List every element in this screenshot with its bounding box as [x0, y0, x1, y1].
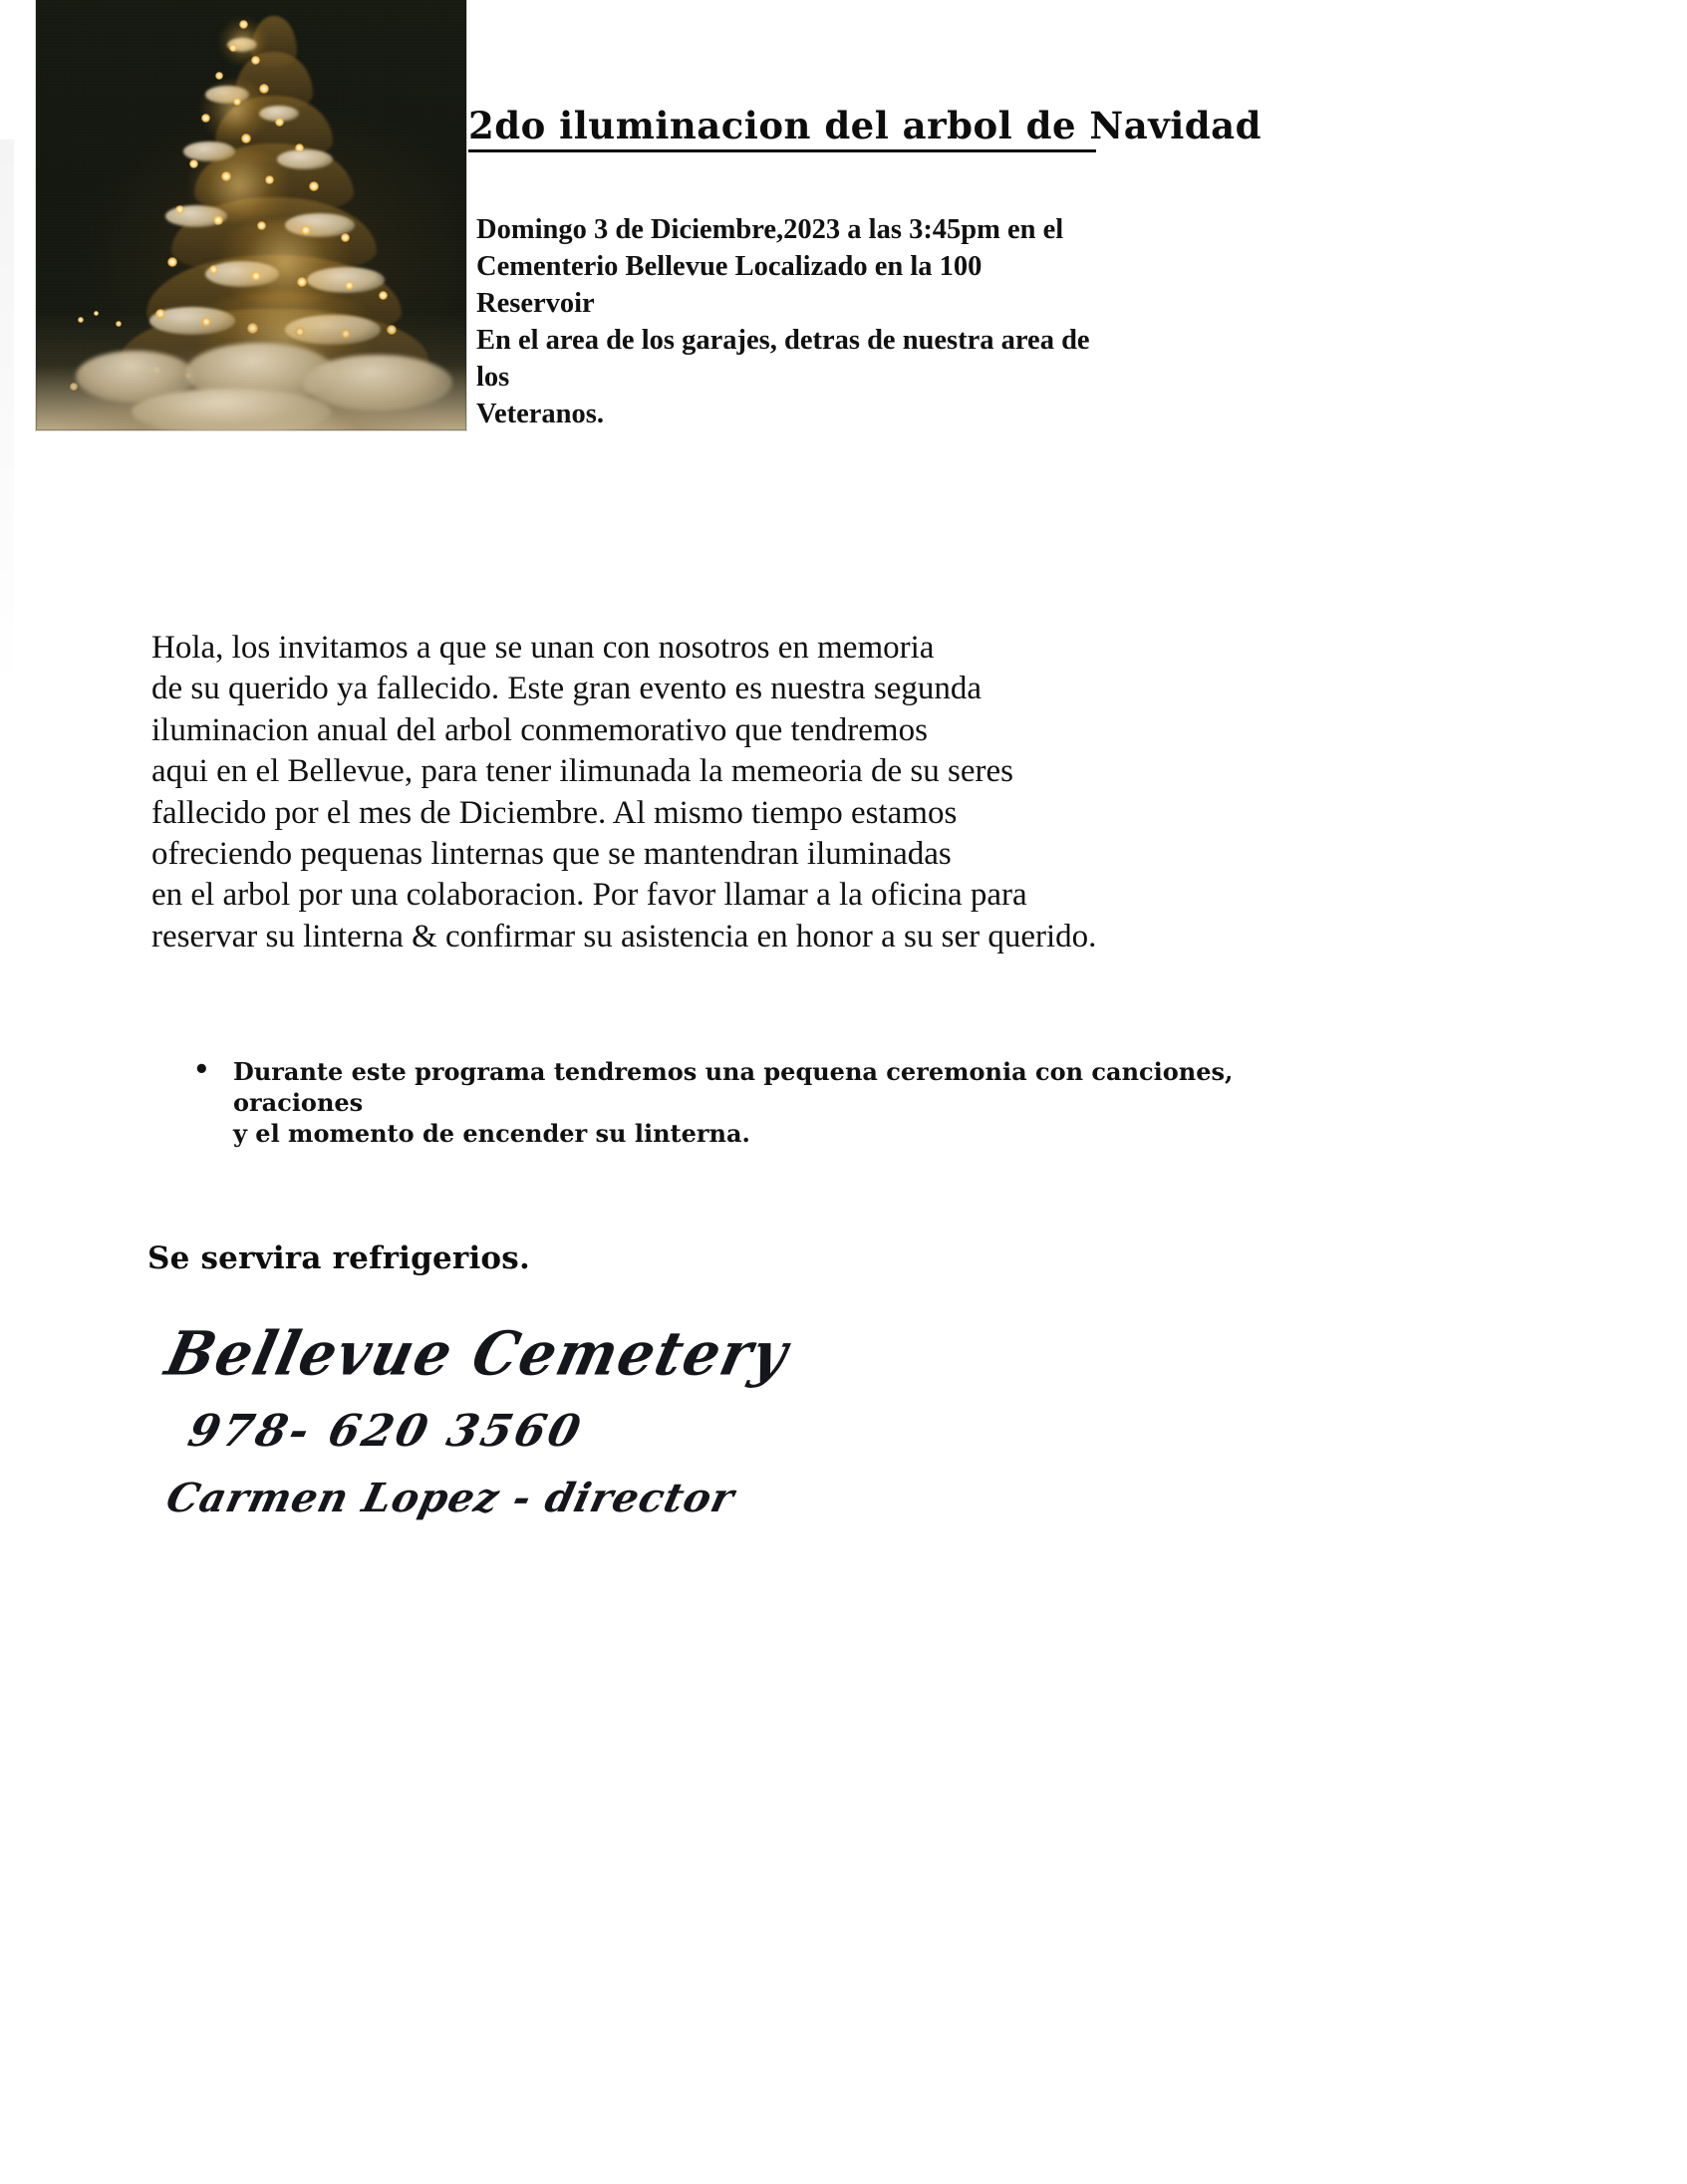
program-bullet-list [179, 1056, 1289, 1150]
signature-contact: Carmen Lopez - director [161, 1474, 739, 1521]
event-details [476, 211, 1094, 432]
bullet-line: y el momento de encender su linterna. [233, 1119, 750, 1149]
list-item [233, 1056, 1289, 1150]
scan-edge-shadow [0, 139, 14, 697]
body-line: de su querido ya fallecido. Este gran evento es nuestra segunda [151, 671, 982, 707]
body-line: Hola, los invitamos a que se unan con nosotros en memoria [151, 630, 935, 666]
event-detail-line: En el area de los garajes, detras de nuestra area de los [476, 325, 1090, 394]
signature-phone: 978- 620 3560 [183, 1405, 588, 1457]
event-detail-line: Domingo 3 de Diciembre,2023 a las 3:45pm en el [476, 214, 1064, 245]
body-line: fallecido por el mes de Diciembre. Al mismo tiempo estamos [151, 794, 958, 831]
body-line: reservar su linterna & confirmar su asistencia en honor a su ser querido. [151, 918, 1097, 955]
signature-organization: Bellevue Cemetery [158, 1318, 796, 1390]
scan-grain [36, 0, 466, 430]
refreshments-note: Se servira refrigerios. [147, 1240, 530, 1276]
event-detail-line: Cementerio Bellevue Localizado en la 100 Reservoir [476, 251, 983, 320]
invitation-body [151, 628, 1267, 957]
body-line: aqui en el Bellevue, para tener ilimunada la memeoria de su seres [151, 753, 1013, 790]
body-line: ofreciendo pequenas linternas que se mantendran iluminadas [151, 836, 952, 873]
body-line: en el arbol por una colaboracion. Por favor llamar a la oficina para [151, 877, 1027, 914]
bullet-line: Durante este programa tendremos una pequena ceremonia con canciones, oraciones [233, 1057, 1234, 1118]
event-detail-line: Veteranos. [476, 399, 604, 430]
christmas-tree-photo [36, 0, 466, 430]
signature-block [158, 1318, 805, 1521]
page-title: 2do iluminacion del arbol de Navidad [468, 108, 1096, 152]
body-line: iluminacion anual del arbol conmemorativo que tendremos [151, 711, 928, 748]
